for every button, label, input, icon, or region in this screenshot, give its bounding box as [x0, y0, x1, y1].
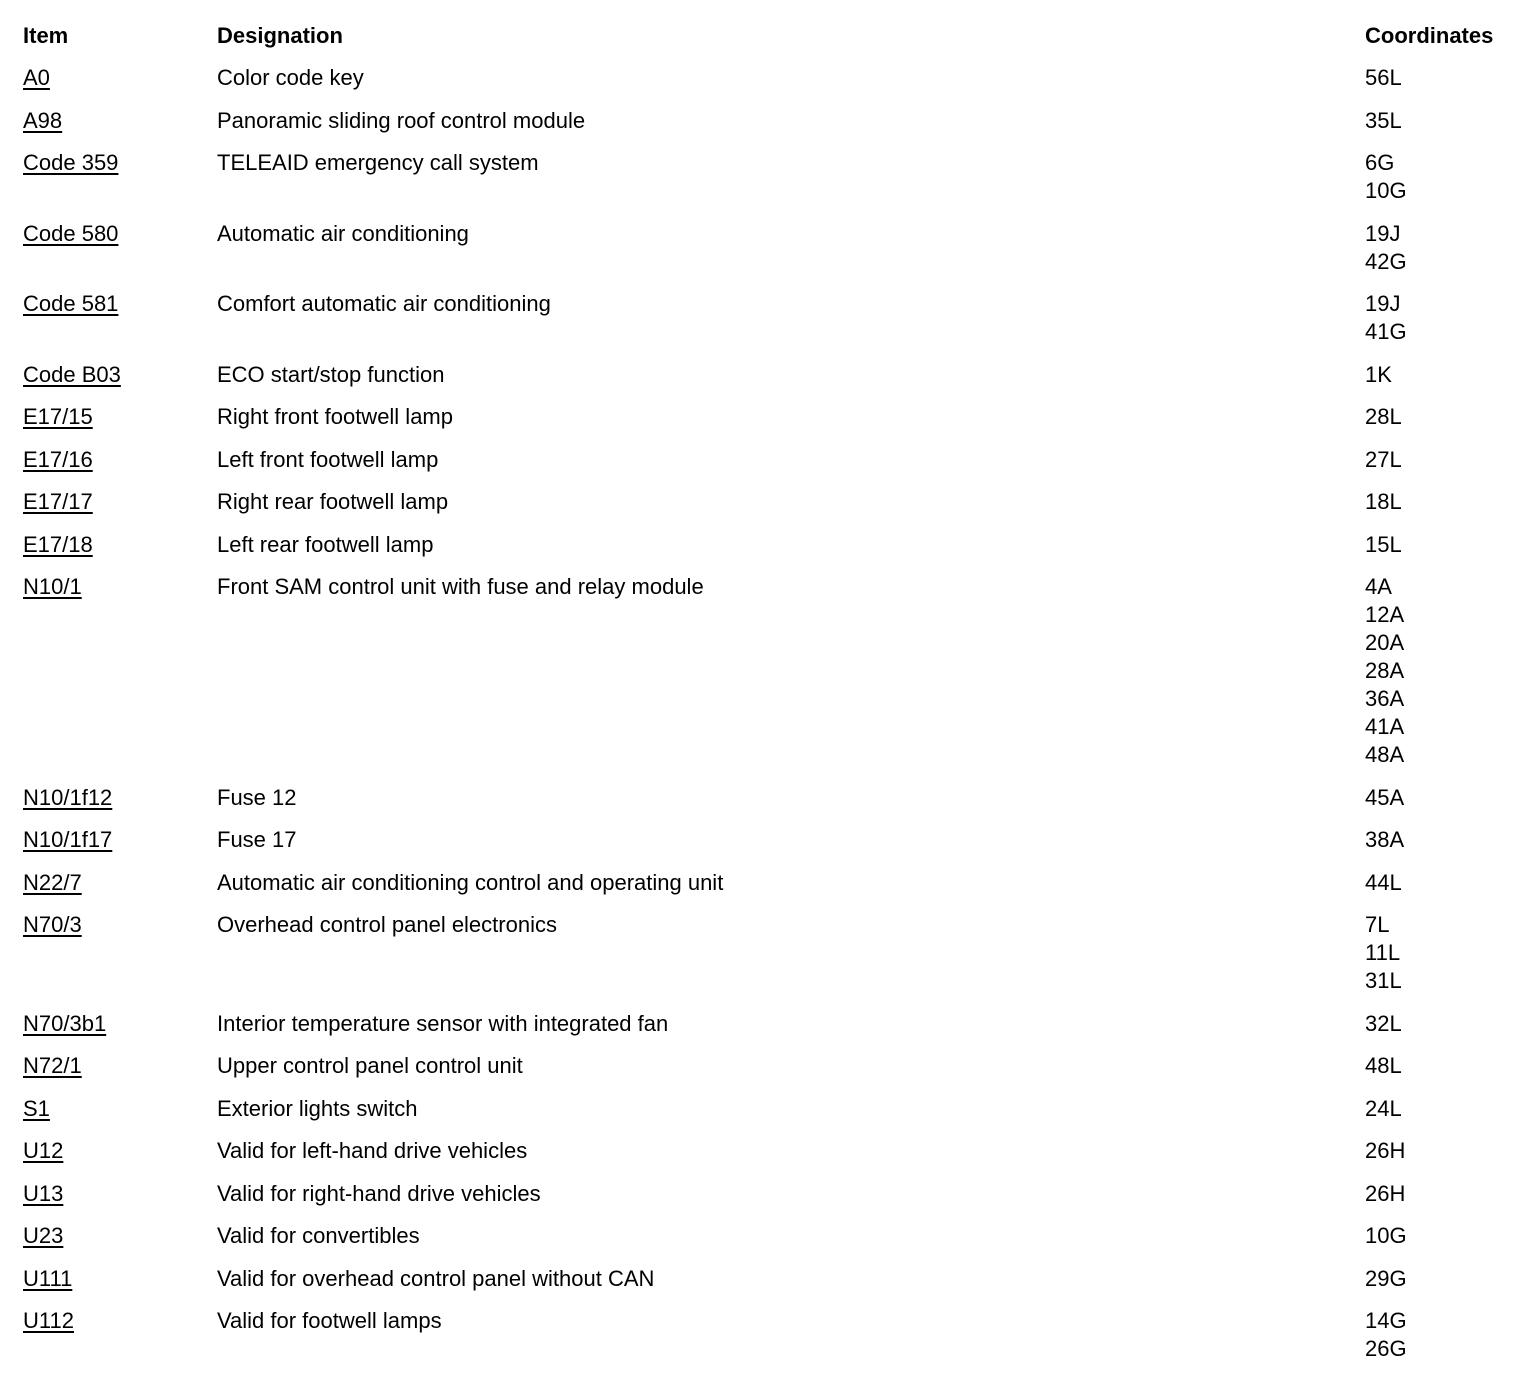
item-cell: [23, 1137, 217, 1165]
item-cell: [23, 1180, 217, 1208]
table-row: [23, 911, 1523, 1010]
coordinate-value: 10G: [1365, 1223, 1407, 1248]
table-row: [23, 1180, 1523, 1223]
item-link[interactable]: U23: [23, 1223, 64, 1248]
designation-cell: Interior temperature sensor with integrated fan: [217, 1010, 669, 1036]
table-row: [23, 149, 1523, 220]
coordinate-value: 26G: [1365, 1336, 1407, 1361]
item-link[interactable]: U111: [23, 1265, 73, 1291]
header-coordinates: Coordinates: [1365, 23, 1494, 48]
item-cell: [23, 220, 217, 248]
table-row: [23, 488, 1523, 531]
table-row: [23, 220, 1523, 291]
item-cell: [23, 1307, 217, 1335]
table-row: [23, 1010, 1523, 1053]
item-cell: [23, 1052, 217, 1080]
coordinate-value: 20A: [1365, 630, 1405, 655]
item-link[interactable]: S1: [23, 1095, 50, 1121]
item-link[interactable]: N22/7: [23, 869, 82, 895]
table-row: [23, 1265, 1523, 1308]
item-cell: [23, 826, 217, 854]
coordinate-value: 6G: [1365, 150, 1395, 175]
coordinates-cell: [1365, 1265, 1523, 1293]
coordinate-value: 45A: [1365, 784, 1405, 810]
coordinates-cell: [1365, 1307, 1523, 1363]
designation-cell: Color code key: [217, 65, 364, 90]
item-link[interactable]: Code 581: [23, 291, 119, 316]
item-link[interactable]: N70/3b1: [23, 1010, 107, 1036]
table-row: [23, 1222, 1523, 1265]
header-item: Item: [23, 23, 69, 48]
designation-cell: Left front footwell lamp: [217, 446, 439, 472]
item-cell: [23, 149, 217, 177]
item-cell: [23, 64, 217, 92]
designation-cell: TELEAID emergency call system: [217, 150, 539, 175]
table-header: [23, 22, 1523, 64]
item-cell: [23, 911, 217, 939]
table-row: [23, 1137, 1523, 1180]
designation-cell: Upper control panel control unit: [217, 1053, 523, 1078]
item-cell: [23, 488, 217, 516]
table-row: [23, 784, 1523, 827]
designation-cell: Right rear footwell lamp: [217, 489, 449, 514]
designation-cell: Fuse 17: [217, 827, 297, 852]
coordinates-cell: [1365, 1010, 1523, 1038]
coordinates-cell: [1365, 1137, 1523, 1165]
table-row: [23, 446, 1523, 489]
item-cell: [23, 573, 217, 601]
item-link[interactable]: N72/1: [23, 1053, 82, 1078]
item-cell: [23, 1095, 217, 1123]
coordinate-value: 1K: [1365, 361, 1392, 387]
designation-cell: Panoramic sliding roof control module: [217, 107, 586, 133]
coordinate-value: 27L: [1365, 446, 1402, 472]
designation-cell: Exterior lights switch: [217, 1095, 418, 1121]
coordinate-value: 31L: [1365, 968, 1402, 993]
table-row: [23, 531, 1523, 574]
designation-cell: Valid for footwell lamps: [217, 1308, 442, 1333]
coordinate-value: 48L: [1365, 1053, 1402, 1078]
table-row: [23, 1052, 1523, 1095]
coordinate-value: 26H: [1365, 1180, 1406, 1206]
item-cell: [23, 107, 217, 135]
coordinates-cell: [1365, 1052, 1523, 1080]
table-row: [23, 403, 1523, 446]
item-link[interactable]: N10/1: [23, 574, 82, 599]
table-row: [23, 361, 1523, 404]
coordinate-value: 7L: [1365, 912, 1390, 937]
item-link[interactable]: Code 359: [23, 150, 119, 175]
coordinates-cell: [1365, 361, 1523, 389]
coordinates-cell: [1365, 869, 1523, 897]
coordinates-cell: [1365, 149, 1523, 205]
item-link[interactable]: U112: [23, 1308, 74, 1333]
item-link[interactable]: A0: [23, 65, 50, 90]
coordinates-cell: [1365, 911, 1523, 995]
table-row: [23, 1307, 1523, 1378]
coordinates-cell: [1365, 403, 1523, 431]
item-cell: [23, 446, 217, 474]
coordinate-value: 36A: [1365, 686, 1405, 711]
coordinate-value: 11L: [1365, 940, 1401, 965]
designation-cell: Right front footwell lamp: [217, 404, 453, 429]
coordinate-value: 26H: [1365, 1138, 1406, 1163]
item-cell: [23, 531, 217, 559]
coordinate-value: 14G: [1365, 1308, 1407, 1333]
coordinate-value: 56L: [1365, 65, 1402, 90]
item-link[interactable]: N10/1f12: [23, 784, 113, 810]
coordinate-value: 41G: [1365, 319, 1407, 344]
coordinate-value: 48A: [1365, 742, 1405, 767]
coordinates-cell: [1365, 446, 1523, 474]
designation-cell: Automatic air conditioning: [217, 220, 469, 246]
coordinate-value: 12A: [1365, 602, 1405, 627]
coordinate-value: 10G: [1365, 178, 1407, 203]
coordinates-cell: [1365, 1222, 1523, 1250]
designation-cell: Comfort automatic air conditioning: [217, 291, 551, 316]
designation-cell: Left rear footwell lamp: [217, 531, 434, 557]
table-row: [23, 1095, 1523, 1138]
designation-cell: Overhead control panel electronics: [217, 912, 557, 937]
table-row: [23, 290, 1523, 361]
item-link[interactable]: A98: [23, 107, 63, 133]
table-body: [23, 64, 1523, 1378]
coordinate-value: 28A: [1365, 658, 1405, 683]
coordinates-cell: [1365, 107, 1523, 135]
coordinate-value: 24L: [1365, 1095, 1402, 1121]
item-link[interactable]: E17/17: [23, 489, 93, 514]
coordinates-cell: [1365, 488, 1523, 516]
coordinate-value: 19J: [1365, 220, 1401, 246]
table-row: [23, 64, 1523, 107]
designation-cell: Automatic air conditioning control and operating unit: [217, 869, 724, 895]
designation-cell: Front SAM control unit with fuse and relay module: [217, 574, 704, 599]
coordinate-value: 29G: [1365, 1265, 1407, 1291]
item-cell: [23, 361, 217, 389]
coordinate-value: 35L: [1365, 107, 1402, 133]
coordinates-cell: [1365, 784, 1523, 812]
item-link[interactable]: Code 580: [23, 220, 119, 246]
designation-cell: Valid for right-hand drive vehicles: [217, 1180, 541, 1206]
header-designation: Designation: [217, 23, 343, 48]
coordinates-cell: [1365, 1095, 1523, 1123]
designation-cell: Fuse 12: [217, 784, 297, 810]
table-row: [23, 826, 1523, 869]
coordinate-value: 42G: [1365, 248, 1407, 274]
item-cell: [23, 784, 217, 812]
item-cell: [23, 1222, 217, 1250]
item-cell: [23, 869, 217, 897]
designation-cell: ECO start/stop function: [217, 361, 445, 387]
coordinate-value: 28L: [1365, 404, 1402, 429]
item-link[interactable]: N70/3: [23, 912, 82, 937]
item-link[interactable]: U12: [23, 1138, 64, 1163]
coordinates-cell: [1365, 826, 1523, 854]
item-link[interactable]: E17/18: [23, 531, 93, 557]
item-link[interactable]: E17/16: [23, 446, 93, 472]
coordinate-value: 32L: [1365, 1010, 1402, 1036]
coordinates-cell: [1365, 573, 1523, 769]
item-cell: [23, 1010, 217, 1038]
coordinate-value: 19J: [1365, 291, 1401, 316]
legend-table: [23, 22, 1523, 1378]
table-row: [23, 107, 1523, 150]
item-cell: [23, 1265, 217, 1293]
coordinate-value: 4A: [1365, 574, 1392, 599]
coordinate-value: 44L: [1365, 869, 1402, 895]
item-link[interactable]: Code B03: [23, 361, 121, 387]
item-cell: [23, 290, 217, 318]
coordinate-value: 18L: [1365, 489, 1402, 514]
item-cell: [23, 403, 217, 431]
coordinate-value: 15L: [1365, 531, 1402, 557]
designation-cell: Valid for convertibles: [217, 1223, 420, 1248]
coordinate-value: 38A: [1365, 827, 1405, 852]
coordinates-cell: [1365, 220, 1523, 276]
coordinates-cell: [1365, 531, 1523, 559]
item-link[interactable]: N10/1f17: [23, 827, 113, 852]
table-row: [23, 573, 1523, 784]
coordinates-cell: [1365, 1180, 1523, 1208]
table-row: [23, 869, 1523, 912]
coordinates-cell: [1365, 64, 1523, 92]
item-link[interactable]: U13: [23, 1180, 64, 1206]
designation-cell: Valid for overhead control panel without CAN: [217, 1265, 655, 1291]
coordinates-cell: [1365, 290, 1523, 346]
designation-cell: Valid for left-hand drive vehicles: [217, 1138, 528, 1163]
item-link[interactable]: E17/15: [23, 404, 93, 429]
coordinate-value: 41A: [1365, 714, 1405, 739]
